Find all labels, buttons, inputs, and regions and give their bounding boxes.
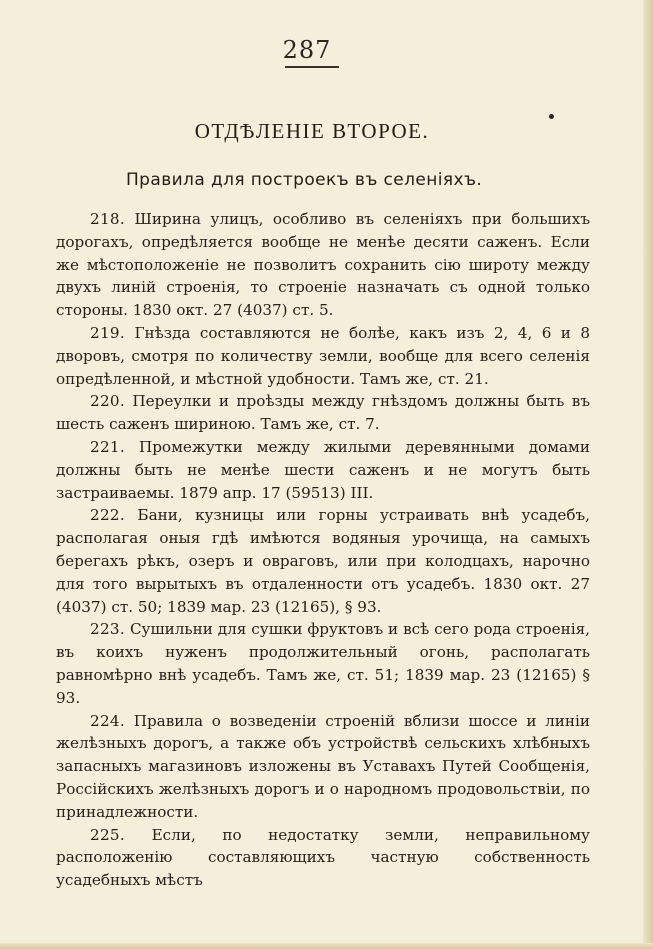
article-number: 220.	[90, 392, 126, 411]
page-edge-bottom	[0, 943, 653, 949]
article-number: 225.	[90, 825, 126, 844]
page-edge-right	[643, 0, 653, 949]
page-number: 287	[282, 36, 332, 64]
article-number: 218.	[90, 210, 126, 228]
article-body	[56, 208, 590, 892]
article-219	[56, 322, 590, 390]
article-223	[56, 618, 590, 709]
article-text: Ширина улицъ, особливо въ селеніяхъ при большихъ дорогахъ, опредѣляется вообще не менѣе десяти саженъ. Если же мѣстоположеніе не позволитъ сохранить сію широту между двухъ линій строенія, то строеніе назначать съ одной только стороны. 1830 окт. 27 (4037) ст. 5.	[56, 210, 590, 320]
article-text: Бани, кузницы или горны устраивать внѣ усадебъ, располагая оныя гдѣ имѣются водяныя урочища, на самыхъ берегахъ рѣкъ, озеръ и овраговъ, или при колодцахъ, нарочно для того вырытыхъ въ отдаленности отъ усадебъ. 1830 окт. 27 (4037) ст. 50; 1839 мар. 23 (12165), § 93.	[56, 506, 590, 616]
article-224	[56, 710, 590, 824]
article-text: Гнѣзда составляются не болѣе, какъ изъ 2, 4, 6 и 8 дворовъ, смотря по количеству земли, вообще для всего селенія опредѣленной, и мѣстной удобности. Тамъ же, ст. 21.	[56, 323, 591, 388]
article-222	[56, 504, 590, 618]
page-number-rule	[285, 66, 339, 68]
article-number: 223.	[90, 620, 126, 639]
article-220	[56, 390, 590, 436]
article-225	[56, 824, 590, 892]
article-text: Переулки и проѣзды между гнѣздомъ должны быть въ шесть саженъ шириною. Тамъ же, ст. 7.	[56, 392, 591, 434]
section-subtitle: Правила для построекъ въ селеніяхъ.	[126, 170, 483, 190]
article-number: 221.	[90, 437, 126, 456]
article-number: 224.	[90, 711, 126, 730]
article-number: 219.	[90, 323, 126, 342]
article-text: Правила о возведеніи строеній вблизи шоссе и линіи желѣзныхъ дорогъ, а также объ устройствѣ сельскихъ хлѣбныхъ запасныхъ магазиновъ изложены въ Уставахъ Путей Сообщенія, Россійскихъ желѣзныхъ дорогъ и о народномъ продовольствіи, по принадлежности.	[56, 711, 590, 821]
article-221	[56, 436, 590, 504]
article-text: Промежутки между жилыми деревянными домами должны быть не менѣе шести саженъ и не могутъ быть застраиваемы. 1879 апр. 17 (59513) III.	[56, 437, 590, 502]
article-text: Если, по недостатку земли, неправильному расположенію составляющихъ частную собственность усадебныхъ мѣстъ	[56, 825, 590, 890]
article-218	[56, 208, 590, 322]
article-text: Сушильни для сушки фруктовъ и всѣ сего рода строенія, въ коихъ нуженъ продолжительный огонь, располагать равномѣрно внѣ усадебъ. Тамъ же, ст. 51; 1839 мар. 23 (12165) § 93.	[56, 620, 590, 707]
article-number: 222.	[90, 506, 126, 525]
ink-speck	[549, 114, 554, 119]
section-title: ОТДѢЛЕНІЕ ВТОРОЕ.	[194, 119, 430, 143]
